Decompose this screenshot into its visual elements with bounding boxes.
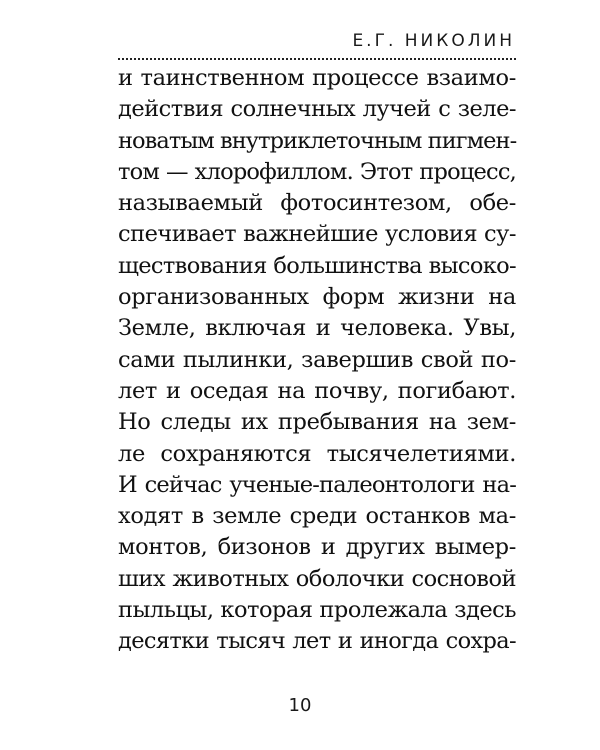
text-line: монтов, бизонов и других вымер- [118, 534, 516, 561]
text-line: ших животных оболочки сосновой [118, 565, 516, 592]
text-line: И сейчас ученые-палеонтологи на- [118, 471, 516, 498]
text-line: сами пылинки, завершив свой по- [118, 346, 516, 373]
text-line: лет и оседая на почву, погибают. [118, 377, 516, 404]
page-number: 10 [288, 695, 312, 716]
text-line: десятки тысяч лет и иногда сохра- [118, 628, 516, 655]
text-line: Земле, включая и человека. Увы, [118, 315, 516, 342]
text-line: организованных форм жизни на [118, 284, 516, 311]
text-line: ходят в земле среди останков ма- [118, 503, 516, 530]
text-line: и таинственном процессе взаимо- [118, 65, 516, 91]
body-text [118, 63, 516, 658]
text-line: новатым внутриклеточным пигмен- [118, 127, 517, 154]
text-line: том — хлорофиллом. Этот процесс, [118, 158, 516, 185]
running-head: Е.Г. НИКОЛИН [352, 31, 515, 51]
dotted-divider [118, 58, 516, 60]
text-line: Но следы их пребывания на зем- [118, 409, 516, 436]
text-line: пыльцы, которая пролежала здесь [118, 597, 516, 624]
text-line: действия солнечных лучей с зеле- [118, 96, 516, 123]
text-line: называемый фотосинтезом, обе- [118, 190, 516, 217]
text-line: ществования большинства высоко- [118, 252, 516, 279]
text-line: спечивает важнейшие условия су- [118, 221, 516, 248]
text-line: ле сохраняются тысячелетиями. [118, 440, 516, 467]
